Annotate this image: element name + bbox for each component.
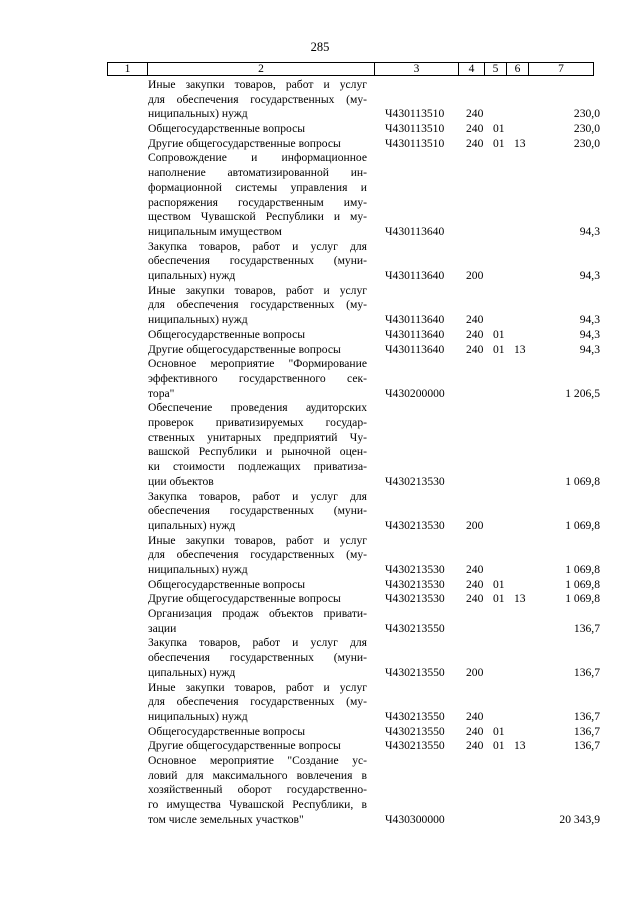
description-line: Иные закупки товаров, работ и услуг: [148, 680, 367, 694]
expense-type-code: 200: [466, 518, 484, 532]
description-line: Общегосударственные вопросы: [148, 122, 306, 136]
target-article-code: Ч430213530: [385, 562, 445, 576]
amount: 1 206,5: [565, 386, 600, 400]
amount: 94,3: [579, 269, 600, 283]
target-article-code: Ч430113640: [385, 342, 445, 356]
budget-table-body: [0, 78, 640, 828]
amount: 1 069,8: [565, 518, 600, 532]
amount: 20 343,9: [559, 812, 600, 826]
table-row: [0, 137, 640, 152]
description-line: Другие общегосударственные вопросы: [148, 592, 341, 606]
target-article-code: Ч430300000: [385, 812, 445, 826]
description-line: ниципальных) нужд: [148, 709, 248, 723]
description-line: Основное мероприятие "Формирование: [148, 357, 367, 371]
description-line: го имущества Чувашской Республики, в: [148, 798, 367, 812]
table-row: [0, 78, 640, 122]
subsection-code: 13: [514, 136, 526, 150]
description-line: Обеспечение проведения аудиторских: [148, 401, 367, 415]
amount: 136,7: [573, 739, 600, 753]
target-article-code: Ч430213530: [385, 518, 445, 532]
row-description: [148, 578, 367, 593]
row-description: [148, 534, 367, 578]
amount: 1 069,8: [565, 474, 600, 488]
row-description: [148, 490, 367, 534]
description-line: ниципальных) нужд: [148, 313, 248, 327]
row-description: [148, 122, 367, 137]
description-line: ципальных) нужд: [148, 518, 236, 532]
description-line: проверок приватизируемых государ-: [148, 416, 367, 429]
description-line: обеспечения государственных (муни-: [148, 651, 367, 665]
target-article-code: Ч430200000: [385, 386, 445, 400]
target-article-code: Ч430213550: [385, 665, 445, 679]
expense-type-code: 240: [466, 107, 484, 121]
column-header-7: 7: [529, 63, 594, 76]
section-code: 01: [493, 724, 505, 738]
row-description: [148, 357, 367, 401]
target-article-code: Ч430113510: [385, 122, 445, 136]
subsection-code: 13: [514, 342, 526, 356]
amount: 94,3: [579, 313, 600, 327]
table-row: [0, 122, 640, 137]
table-row: [0, 725, 640, 740]
table-row: [0, 739, 640, 754]
description-line: Другие общегосударственные вопросы: [148, 136, 341, 150]
target-article-code: Ч430113510: [385, 136, 445, 150]
target-article-code: Ч430213550: [385, 724, 445, 738]
description-line: распоряжения государственным иму-: [148, 195, 367, 209]
column-header-4: 4: [459, 63, 485, 76]
expense-type-code: 200: [466, 665, 484, 679]
target-article-code: Ч430213550: [385, 709, 445, 723]
row-description: [148, 328, 367, 343]
target-article-code: Ч430213530: [385, 592, 445, 606]
description-line: для обеспечения государственных (му-: [148, 92, 367, 106]
expense-type-code: 240: [466, 562, 484, 576]
description-line: ки стоимости подлежащих приватиза-: [148, 460, 367, 474]
description-line: Закупка товаров, работ и услуг для: [148, 636, 367, 650]
description-line: ции объектов: [148, 474, 214, 488]
description-line: тора": [148, 386, 175, 400]
table-row: [0, 681, 640, 725]
amount: 1 069,8: [565, 592, 600, 606]
table-row: [0, 401, 640, 489]
amount: 136,7: [573, 665, 600, 679]
description-line: Основное мероприятие "Создание ус-: [148, 754, 367, 768]
amount: 94,3: [579, 327, 600, 341]
table-row: [0, 328, 640, 343]
table-row: [0, 534, 640, 578]
description-line: эффективного государственного сек-: [148, 371, 367, 385]
column-header-3: 3: [375, 63, 459, 76]
row-description: [148, 343, 367, 358]
description-line: формационной системы управления и: [148, 180, 367, 194]
row-description: [148, 240, 367, 284]
table-row: [0, 607, 640, 636]
amount: 1 069,8: [565, 562, 600, 576]
target-article-code: Ч430213550: [385, 621, 445, 635]
description-line: Закупка товаров, работ и услуг для: [148, 489, 367, 503]
amount: 230,0: [573, 136, 600, 150]
expense-type-code: 200: [466, 269, 484, 283]
amount: 1 069,8: [565, 577, 600, 591]
row-description: [148, 725, 367, 740]
description-line: вашской Республики и рыночной оцен-: [148, 445, 367, 459]
row-description: [148, 137, 367, 152]
expense-type-code: 240: [466, 313, 484, 327]
description-line: обеспечения государственных (муни-: [148, 504, 367, 518]
description-line: ществом Чувашской Республики и му-: [148, 210, 367, 224]
target-article-code: Ч430113640: [385, 269, 445, 283]
description-line: Закупка товаров, работ и услуг для: [148, 239, 367, 253]
description-line: Иные закупки товаров, работ и услуг: [148, 283, 367, 297]
row-description: [148, 78, 367, 122]
column-header-row: [108, 63, 594, 76]
description-line: Иные закупки товаров, работ и услуг: [148, 533, 367, 547]
section-code: 01: [493, 592, 505, 606]
description-line: Другие общегосударственные вопросы: [148, 739, 341, 753]
row-description: [148, 636, 367, 680]
column-header-6: 6: [507, 63, 529, 76]
row-description: [148, 607, 367, 636]
description-line: Общегосударственные вопросы: [148, 724, 306, 738]
description-line: Иные закупки товаров, работ и услуг: [148, 78, 367, 91]
description-line: Организация продаж объектов привати-: [148, 607, 367, 621]
target-article-code: Ч430213530: [385, 577, 445, 591]
column-header-5: 5: [485, 63, 507, 76]
section-code: 01: [493, 122, 505, 136]
row-description: [148, 681, 367, 725]
amount: 230,0: [573, 122, 600, 136]
description-line: ципальных) нужд: [148, 665, 236, 679]
table-row: [0, 343, 640, 358]
description-line: ниципальных) нужд: [148, 107, 248, 121]
description-line: Сопровождение и информационное: [148, 151, 367, 165]
table-row: [0, 284, 640, 328]
table-row: [0, 151, 640, 239]
target-article-code: Ч430213530: [385, 474, 445, 488]
table-row: [0, 357, 640, 401]
description-line: ственных унитарных предприятий Чу-: [148, 430, 367, 444]
table-row: [0, 754, 640, 828]
description-line: Другие общегосударственные вопросы: [148, 342, 341, 356]
target-article-code: Ч430113640: [385, 313, 445, 327]
table-row: [0, 240, 640, 284]
description-line: зации: [148, 621, 177, 635]
section-code: 01: [493, 577, 505, 591]
description-line: для обеспечения государственных (му-: [148, 695, 367, 709]
description-line: наполнение автоматизированной ин-: [148, 166, 367, 180]
description-line: обеспечения государственных (муни-: [148, 254, 367, 268]
description-line: Общегосударственные вопросы: [148, 577, 306, 591]
subsection-code: 13: [514, 592, 526, 606]
target-article-code: Ч430113510: [385, 107, 445, 121]
page-number: 285: [310, 40, 330, 54]
expense-type-code: 240: [466, 577, 484, 591]
row-description: [148, 284, 367, 328]
expense-type-code: 240: [466, 342, 484, 356]
section-code: 01: [493, 342, 505, 356]
amount: 136,7: [573, 621, 600, 635]
expense-type-code: 240: [466, 136, 484, 150]
target-article-code: Ч430113640: [385, 224, 445, 238]
table-row: [0, 592, 640, 607]
column-header-1: 1: [108, 63, 148, 76]
description-line: ниципальных) нужд: [148, 562, 248, 576]
target-article-code: Ч430113640: [385, 327, 445, 341]
expense-type-code: 240: [466, 739, 484, 753]
row-description: [148, 151, 367, 239]
description-line: хозяйственный оборот государственно-: [148, 783, 367, 797]
amount: 94,3: [579, 342, 600, 356]
amount: 94,3: [579, 224, 600, 238]
row-description: [148, 592, 367, 607]
expense-type-code: 240: [466, 122, 484, 136]
description-line: Общегосударственные вопросы: [148, 327, 306, 341]
expense-type-code: 240: [466, 327, 484, 341]
expense-type-code: 240: [466, 709, 484, 723]
row-description: [148, 754, 367, 827]
description-line: ципальных) нужд: [148, 269, 236, 283]
column-header-2: 2: [148, 63, 375, 76]
description-line: ниципальным имуществом: [148, 224, 282, 238]
expense-type-code: 240: [466, 592, 484, 606]
table-row: [0, 636, 640, 680]
description-line: ловий для максимального вовлечения в: [148, 768, 367, 782]
description-line: для обеспечения государственных (му-: [148, 298, 367, 312]
section-code: 01: [493, 136, 505, 150]
row-description: [148, 739, 367, 754]
table-row: [0, 490, 640, 534]
target-article-code: Ч430213550: [385, 739, 445, 753]
row-description: [148, 401, 367, 489]
section-code: 01: [493, 739, 505, 753]
amount: 136,7: [573, 709, 600, 723]
amount: 230,0: [573, 107, 600, 121]
expense-type-code: 240: [466, 724, 484, 738]
subsection-code: 13: [514, 739, 526, 753]
table-row: [0, 578, 640, 593]
description-line: для обеспечения государственных (му-: [148, 548, 367, 562]
description-line: том числе земельных участков": [148, 812, 304, 826]
amount: 136,7: [573, 724, 600, 738]
column-header-table: [107, 62, 594, 76]
section-code: 01: [493, 327, 505, 341]
